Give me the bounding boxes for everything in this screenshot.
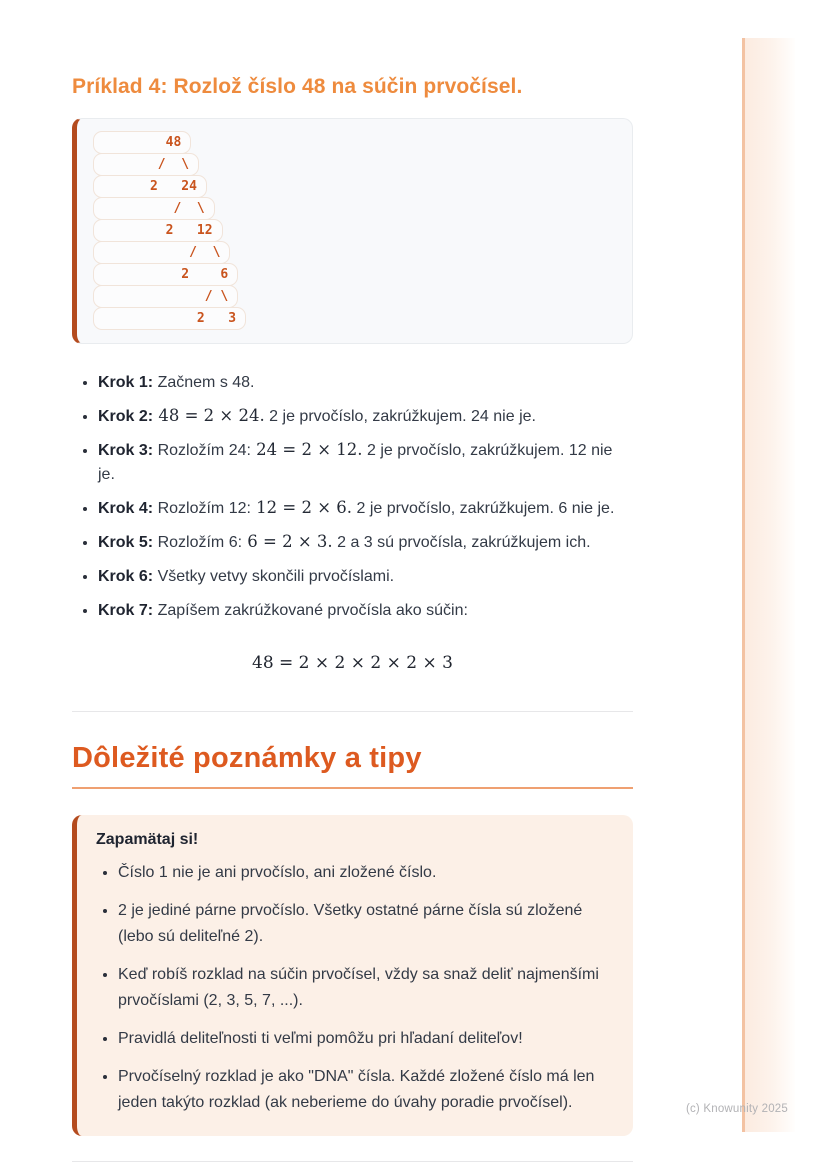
step-text: Rozložím 12: [153,500,251,517]
section-divider [72,711,633,712]
step-item [98,564,633,589]
page-edge-strip [742,38,795,1132]
factor-tree-line: 2 12 [93,219,223,242]
step-label: Krok 2: [98,408,154,425]
factor-tree-block [72,118,633,344]
steps-list [72,370,633,623]
factor-tree-line: 2 24 [93,175,207,198]
tips-list [96,860,609,1116]
tip-item: • Pravidlá deliteľnosti ti veľmi pomôžu pri hľadaní deliteľov! [118,1026,609,1052]
factor-tree-line: / \ [93,241,230,264]
factor-tree-line: 48 [93,131,191,154]
step-item [98,438,633,487]
result-formula: 48 = 2 × 2 × 2 × 2 × 3 [252,653,453,673]
step-text: Všetky vetvy skončili prvočíslami. [153,568,395,585]
step-text: 2 je prvočíslo, zakrúžkujem. 12 nie je. [98,442,613,483]
step-item [98,370,633,395]
copyright-text: (c) Knowunity 2025 [685,1103,788,1115]
step-text: Rozložím 6: [153,534,243,551]
tip-item: • Prvočíselný rozklad je ako "DNA" čísla. Každé zložené číslo má len jeden takýto rozklad (ak neberieme do úvahy poradie prvočísel). [118,1064,609,1116]
step-text: Zapíšem zakrúžkované prvočísla ako súčin: [153,602,468,619]
section-heading: Dôležité poznámky a tipy [72,738,633,789]
tip-item: • Číslo 1 nie je ani prvočíslo, ani zložené číslo. [118,860,609,886]
step-label: Krok 1: [98,374,154,391]
step-math: 12 = 2 × 6. [250,498,353,517]
step-label: Krok 7: [98,602,154,619]
factor-tree-line: 2 3 [93,307,246,330]
step-item [98,598,633,623]
step-label: Krok 5: [98,534,154,551]
callout-title: Zapamätaj si! [96,831,199,848]
step-math: 48 = 2 × 24. [153,406,265,425]
step-text: Rozložím 24: [153,442,251,459]
step-text: 2 je prvočíslo, zakrúžkujem. 6 nie je. [352,500,615,517]
factor-tree-line: 2 6 [93,263,238,286]
step-item [98,404,633,429]
step-text: 2 je prvočíslo, zakrúžkujem. 24 nie je. [264,408,536,425]
step-item [98,496,633,521]
factor-tree-line: / \ [93,153,199,176]
factor-tree-line: / \ [93,197,215,220]
step-label: Krok 3: [98,442,154,459]
tip-item: • Keď robíš rozklad na súčin prvočísel, vždy sa snaž deliť najmenšími prvočíslami (2, 3, 5, 7, ...). [118,962,609,1014]
step-text: 2 a 3 sú prvočísla, zakrúžkujem ich. [332,534,591,551]
step-math: 24 = 2 × 12. [250,440,363,459]
step-math: 6 = 2 × 3. [242,532,333,551]
callout-box [72,815,633,1136]
factor-tree-line: / \ [93,285,238,308]
tip-item: • 2 je jediné párne prvočíslo. Všetky ostatné párne čísla sú zložené (lebo sú deliteľné 2). [118,898,609,950]
content-column [72,0,633,1162]
step-label: Krok 6: [98,568,154,585]
bottom-divider [72,1161,633,1162]
example-heading: Príklad 4: Rozlož číslo 48 na súčin prvočísel. [72,75,523,98]
step-label: Krok 4: [98,500,154,517]
step-text: Začnem s 48. [153,374,255,391]
step-item [98,530,633,555]
